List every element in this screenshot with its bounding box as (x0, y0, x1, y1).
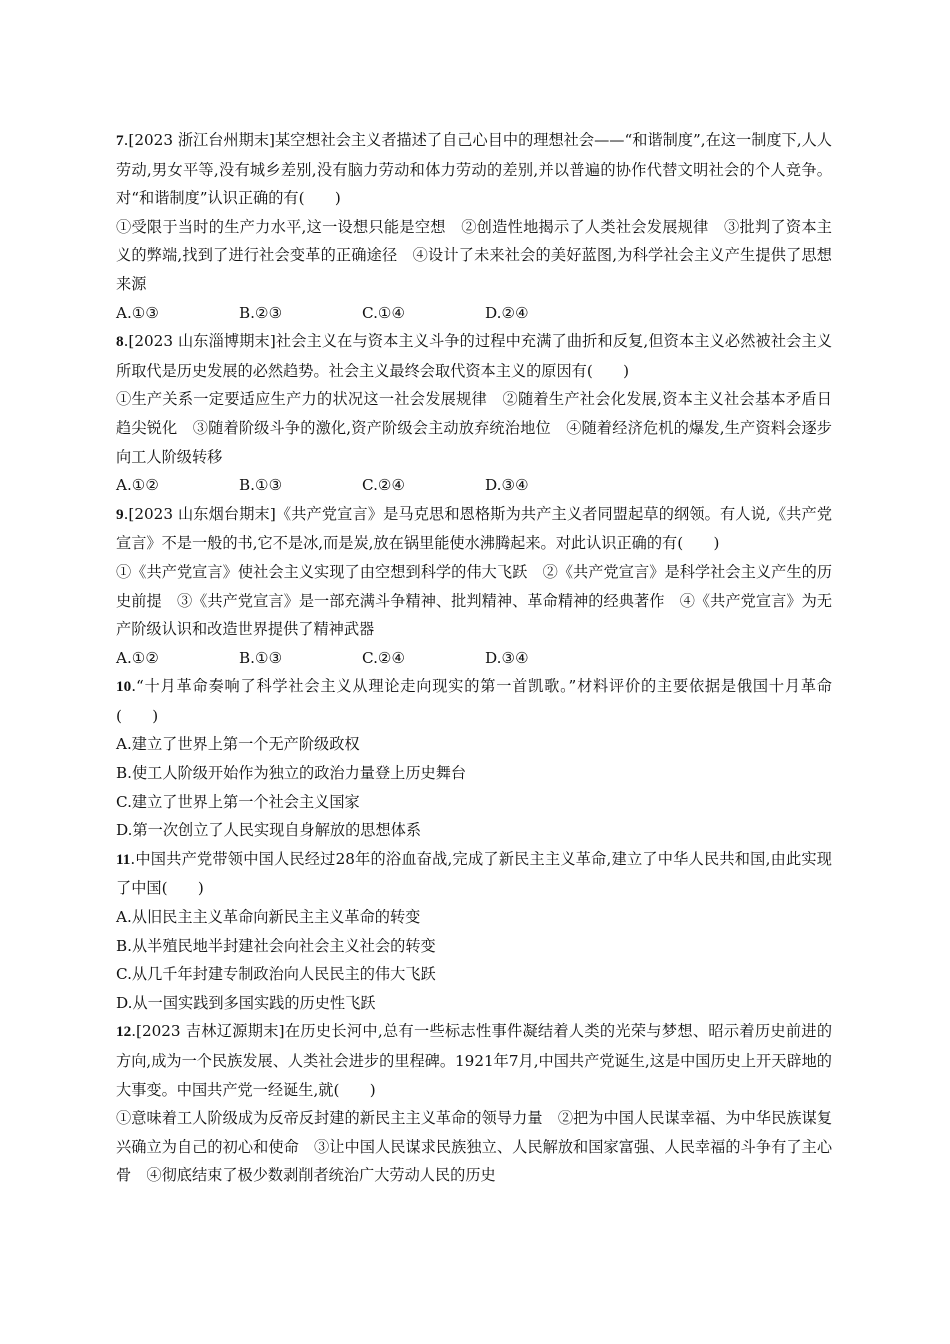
question-7 (116, 126, 832, 327)
option-b[interactable]: B.使工人阶级开始作为独立的政治力量登上历史舞台 (116, 764, 467, 783)
question-statements: ①受限于当时的生产力水平,这一设想只能是空想 ②创造性地揭示了人类社会发展规律 ③批判了资本主义的弊端,找到了进行社会变革的正确途径 ④设计了未来社会的美好蓝图,为科学社会主义产生提供了思想来源 (116, 217, 832, 293)
option-a[interactable]: A.①③ (116, 303, 160, 322)
option-c[interactable]: C.②④ (362, 476, 406, 495)
option-row (116, 299, 832, 328)
option-a[interactable]: A.从旧民主主义革命向新民主主义革命的转变 (116, 908, 421, 927)
option-c[interactable]: C.②④ (362, 648, 406, 667)
option-row (116, 644, 832, 673)
option-b[interactable]: B.从半殖民地半封建社会向社会主义社会的转变 (116, 936, 436, 955)
option-d[interactable]: D.第一次创立了人民实现自身解放的思想体系 (116, 821, 422, 840)
question-10 (116, 672, 832, 845)
option-a[interactable]: A.建立了世界上第一个无产阶级政权 (116, 735, 360, 754)
question-number: 7 (116, 132, 124, 149)
option-a[interactable]: A.①② (116, 476, 160, 495)
question-stem: .中国共产党带领中国人民经过28年的浴血奋战,完成了新民主主义革命,建立了中华人民共和国,由此实现了中国( ) (116, 849, 832, 898)
option-d[interactable]: D.③④ (485, 476, 529, 495)
option-b[interactable]: B.②③ (239, 303, 283, 322)
question-statements: ①生产关系一定要适应生产力的状况这一社会发展规律 ②随着生产社会化发展,资本主义社会基本矛盾日趋尖锐化 ③随着阶级斗争的激化,资产阶级会主动放弃统治地位 ④随着经济危机的爆发,生产资料会逐步向工人阶级转移 (116, 390, 832, 466)
question-8 (116, 327, 832, 500)
question-number: 12 (116, 1023, 132, 1041)
option-b[interactable]: B.①③ (239, 648, 283, 667)
question-number: 9 (116, 505, 124, 523)
question-stem: .[2023 吉林辽源期末]在历史长河中,总有一些标志性事件凝结着人类的光荣与梦想、昭示着历史前进的方向,成为一个民族发展、人类社会进步的里程碑。1921年7月,中国共产党诞生,这是中国历史上开天辟地的大事变。中国共产党一经诞生,就( ) (116, 1022, 832, 1099)
option-d[interactable]: D.②④ (485, 303, 529, 322)
question-statements: ①《共产党宣言》使社会主义实现了由空想到科学的伟大飞跃 ②《共产党宣言》是科学社会主义产生的历史前提 ③《共产党宣言》是一部充满斗争精神、批判精神、革命精神的经典著作 ④《共产党宣言》为无产阶级认识和改造世界提供了精神武器 (116, 562, 832, 639)
option-c[interactable]: C.从几千年封建专制政治向人民民主的伟大飞跃 (116, 965, 436, 984)
question-12 (116, 1017, 832, 1190)
question-page (116, 126, 832, 1190)
question-statements: ①意味着工人阶级成为反帝反封建的新民主主义革命的领导力量 ②把为中国人民谋幸福、为中华民族谋复兴确立为自己的初心和使命 ③让中国人民谋求民族独立、人民解放和国家富强、人民幸福的斗争有了主心骨 ④彻底结束了极少数剥削者统治广大劳动人民的历史 (116, 1109, 832, 1185)
option-d[interactable]: D.从一国实践到多国实践的历史性飞跃 (116, 993, 376, 1012)
option-c[interactable]: C.①④ (362, 303, 406, 322)
question-stem: .“十月革命奏响了科学社会主义从理论走向现实的第一首凯歌。”材料评价的主要依据是俄国十月革命( ) (116, 677, 832, 725)
question-9 (116, 500, 832, 673)
question-number: 11 (116, 850, 131, 868)
option-a[interactable]: A.①② (116, 648, 160, 667)
option-b[interactable]: B.①③ (239, 476, 283, 495)
question-stem: .[2023 浙江台州期末]某空想社会主义者描述了自己心目中的理想社会——“和谐制度”,在这一制度下,人人劳动,男女平等,没有城乡差别,没有脑力劳动和体力劳动的差别,并以普遍的协作代替文明社会的个人竞争。对“和谐制度”认识正确的有( ) (116, 131, 832, 208)
option-d[interactable]: D.③④ (485, 648, 529, 667)
question-number: 10 (116, 678, 132, 696)
question-11 (116, 845, 832, 1018)
option-c[interactable]: C.建立了世界上第一个社会主义国家 (116, 792, 360, 811)
question-stem: .[2023 山东淄博期末]社会主义在与资本主义斗争的过程中充满了曲折和反复,但资本主义必然被社会主义所取代是历史发展的必然趋势。社会主义最终会取代资本主义的原因有( ) (116, 332, 832, 380)
question-number: 8 (116, 333, 124, 351)
option-row (116, 471, 832, 500)
question-stem: .[2023 山东烟台期末]《共产党宣言》是马克思和恩格斯为共产主义者同盟起草的纲领。有人说,《共产党宣言》不是一般的书,它不是冰,而是炭,放在锅里能使水沸腾起来。对此认识正确的有( ) (116, 504, 832, 553)
